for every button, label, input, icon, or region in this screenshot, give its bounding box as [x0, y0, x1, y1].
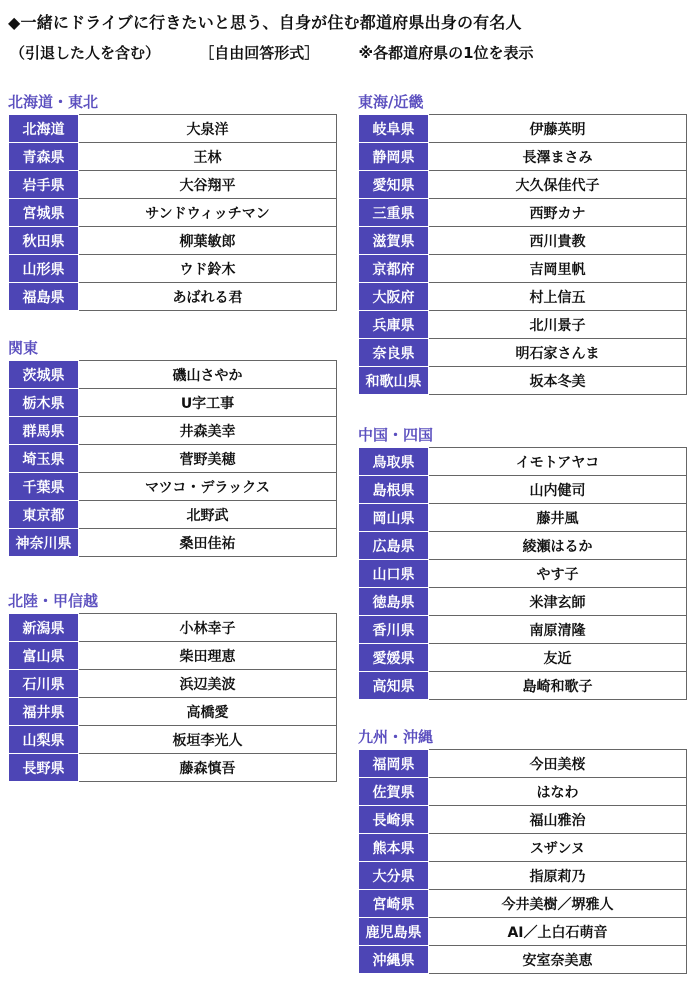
table-row [359, 255, 687, 283]
prefecture-cell: 高知県 [359, 672, 429, 700]
celebrity-name-cell: 長澤まさみ [429, 143, 687, 171]
prefecture-cell: 神奈川県 [9, 529, 79, 557]
prefecture-cell: 福岡県 [359, 750, 429, 778]
prefecture-cell: 栃木県 [9, 389, 79, 417]
region-section [358, 727, 687, 974]
prefecture-cell: 茨城県 [9, 361, 79, 389]
table-row [9, 361, 337, 389]
prefecture-cell: 新潟県 [9, 614, 79, 642]
table-row [359, 367, 687, 395]
region-title: 関東 [8, 339, 39, 357]
table-row [359, 227, 687, 255]
prefecture-cell: 宮城県 [9, 199, 79, 227]
celebrity-name-cell: 北川景子 [429, 311, 687, 339]
table-row [9, 501, 337, 529]
prefecture-cell: 岩手県 [9, 171, 79, 199]
celebrity-name-cell: 山内健司 [429, 476, 687, 504]
table-row [9, 698, 337, 726]
table-row [359, 806, 687, 834]
prefecture-cell: 山梨県 [9, 726, 79, 754]
prefecture-cell: 福島県 [9, 283, 79, 311]
table-row [359, 199, 687, 227]
region-section [8, 338, 337, 557]
prefecture-cell: 長野県 [9, 754, 79, 782]
prefecture-cell: 徳島県 [359, 588, 429, 616]
prefecture-cell: 山口県 [359, 560, 429, 588]
table-row [359, 476, 687, 504]
region-table [8, 114, 337, 311]
region-section [358, 92, 687, 395]
region-section [8, 92, 337, 311]
prefecture-cell: 島根県 [359, 476, 429, 504]
celebrity-name-cell: 坂本冬美 [429, 367, 687, 395]
region-section [358, 425, 687, 700]
table-row [9, 670, 337, 698]
prefecture-cell: 富山県 [9, 642, 79, 670]
prefecture-cell: 群馬県 [9, 417, 79, 445]
region-title: 北海道・東北 [8, 93, 99, 111]
celebrity-name-cell: ウド鈴木 [79, 255, 337, 283]
table-row [9, 171, 337, 199]
table-row [9, 283, 337, 311]
table-row [9, 199, 337, 227]
celebrity-name-cell: 大泉洋 [79, 115, 337, 143]
table-row [359, 644, 687, 672]
region-title: 北陸・甲信越 [8, 592, 99, 610]
celebrity-name-cell: U字工事 [79, 389, 337, 417]
table-row [9, 255, 337, 283]
table-row [359, 311, 687, 339]
table-row [359, 918, 687, 946]
prefecture-cell: 長崎県 [359, 806, 429, 834]
region-table [358, 447, 687, 700]
table-row [9, 445, 337, 473]
table-row [359, 834, 687, 862]
celebrity-name-cell: 菅野美穂 [79, 445, 337, 473]
table-row [359, 778, 687, 806]
prefecture-cell: 宮崎県 [359, 890, 429, 918]
prefecture-cell: 静岡県 [359, 143, 429, 171]
region-title: 東海/近畿 [358, 93, 424, 111]
table-row [9, 389, 337, 417]
celebrity-name-cell: 高橋愛 [79, 698, 337, 726]
table-row [9, 726, 337, 754]
celebrity-name-cell: 浜辺美波 [79, 670, 337, 698]
celebrity-name-cell: 村上信五 [429, 283, 687, 311]
region-title: 中国・四国 [358, 426, 434, 444]
prefecture-cell: 京都府 [359, 255, 429, 283]
prefecture-cell: 東京都 [9, 501, 79, 529]
region-table [8, 360, 337, 557]
table-row [9, 143, 337, 171]
prefecture-cell: 鹿児島県 [359, 918, 429, 946]
celebrity-name-cell: 福山雅治 [429, 806, 687, 834]
table-row [9, 642, 337, 670]
celebrity-name-cell: 米津玄師 [429, 588, 687, 616]
celebrity-name-cell: 明石家さんま [429, 339, 687, 367]
prefecture-cell: 和歌山県 [359, 367, 429, 395]
celebrity-name-cell: AI／上白石萌音 [429, 918, 687, 946]
prefecture-cell: 三重県 [359, 199, 429, 227]
table-row [359, 588, 687, 616]
celebrity-name-cell: 南原清隆 [429, 616, 687, 644]
prefecture-cell: 愛媛県 [359, 644, 429, 672]
region-table [358, 749, 687, 974]
table-row [9, 754, 337, 782]
region-table [8, 613, 337, 782]
region-section [8, 591, 337, 782]
region-table [358, 114, 687, 395]
prefecture-cell: 石川県 [9, 670, 79, 698]
table-row [359, 862, 687, 890]
celebrity-name-cell: マツコ・デラックス [79, 473, 337, 501]
prefecture-cell: 熊本県 [359, 834, 429, 862]
prefecture-cell: 奈良県 [359, 339, 429, 367]
prefecture-cell: 青森県 [9, 143, 79, 171]
celebrity-name-cell: サンドウィッチマン [79, 199, 337, 227]
page-subtitle [10, 42, 534, 63]
prefecture-cell: 岡山県 [359, 504, 429, 532]
table-row [9, 115, 337, 143]
celebrity-name-cell: 友近 [429, 644, 687, 672]
celebrity-name-cell: 藤森慎吾 [79, 754, 337, 782]
table-row [359, 532, 687, 560]
celebrity-name-cell: 今田美桜 [429, 750, 687, 778]
celebrity-name-cell: 大久保佳代子 [429, 171, 687, 199]
celebrity-name-cell: 伊藤英明 [429, 115, 687, 143]
celebrity-name-cell: 磯山さやか [79, 361, 337, 389]
celebrity-name-cell: 王林 [79, 143, 337, 171]
table-row [9, 417, 337, 445]
subtitle-answer-format: ［自由回答形式］ [199, 44, 320, 62]
celebrity-name-cell: イモトアヤコ [429, 448, 687, 476]
table-row [359, 946, 687, 974]
prefecture-cell: 広島県 [359, 532, 429, 560]
celebrity-name-cell: スザンヌ [429, 834, 687, 862]
prefecture-cell: 北海道 [9, 115, 79, 143]
celebrity-name-cell: やす子 [429, 560, 687, 588]
subtitle-rank-note: ※各都道府県の1位を表示 [358, 44, 534, 62]
table-row [359, 283, 687, 311]
celebrity-name-cell: 綾瀬はるか [429, 532, 687, 560]
table-row [359, 339, 687, 367]
table-row [359, 560, 687, 588]
table-row [359, 143, 687, 171]
table-row [9, 473, 337, 501]
prefecture-cell: 大分県 [359, 862, 429, 890]
prefecture-cell: 埼玉県 [9, 445, 79, 473]
celebrity-name-cell: 西川貴教 [429, 227, 687, 255]
table-row [9, 227, 337, 255]
table-row [359, 504, 687, 532]
prefecture-cell: 山形県 [9, 255, 79, 283]
celebrity-name-cell: 安室奈美恵 [429, 946, 687, 974]
celebrity-name-cell: 指原莉乃 [429, 862, 687, 890]
celebrity-name-cell: あばれる君 [79, 283, 337, 311]
celebrity-name-cell: 西野カナ [429, 199, 687, 227]
celebrity-name-cell: 板垣李光人 [79, 726, 337, 754]
celebrity-name-cell: 桑田佳祐 [79, 529, 337, 557]
prefecture-cell: 香川県 [359, 616, 429, 644]
table-row [359, 171, 687, 199]
celebrity-name-cell: 島崎和歌子 [429, 672, 687, 700]
celebrity-name-cell: 今井美樹／堺雅人 [429, 890, 687, 918]
celebrity-name-cell: 藤井風 [429, 504, 687, 532]
prefecture-cell: 福井県 [9, 698, 79, 726]
prefecture-cell: 愛知県 [359, 171, 429, 199]
celebrity-name-cell: 小林幸子 [79, 614, 337, 642]
prefecture-cell: 沖縄県 [359, 946, 429, 974]
prefecture-cell: 秋田県 [9, 227, 79, 255]
region-title: 九州・沖縄 [358, 728, 434, 746]
prefecture-cell: 兵庫県 [359, 311, 429, 339]
table-row [359, 890, 687, 918]
prefecture-cell: 岐阜県 [359, 115, 429, 143]
celebrity-name-cell: 井森美幸 [79, 417, 337, 445]
prefecture-cell: 滋賀県 [359, 227, 429, 255]
prefecture-cell: 佐賀県 [359, 778, 429, 806]
celebrity-name-cell: 柳葉敏郎 [79, 227, 337, 255]
prefecture-cell: 千葉県 [9, 473, 79, 501]
table-row [9, 614, 337, 642]
celebrity-name-cell: 吉岡里帆 [429, 255, 687, 283]
table-row [359, 616, 687, 644]
celebrity-name-cell: はなわ [429, 778, 687, 806]
page-title: ◆一緒にドライブに行きたいと思う、自身が住む都道府県出身の有名人 [8, 13, 522, 32]
table-row [359, 115, 687, 143]
celebrity-name-cell: 北野武 [79, 501, 337, 529]
table-row [359, 448, 687, 476]
celebrity-name-cell: 大谷翔平 [79, 171, 337, 199]
subtitle-note-retired: （引退した人を含む） [10, 44, 161, 62]
prefecture-cell: 鳥取県 [359, 448, 429, 476]
table-row [359, 750, 687, 778]
prefecture-cell: 大阪府 [359, 283, 429, 311]
table-row [359, 672, 687, 700]
celebrity-name-cell: 柴田理恵 [79, 642, 337, 670]
table-row [9, 529, 337, 557]
